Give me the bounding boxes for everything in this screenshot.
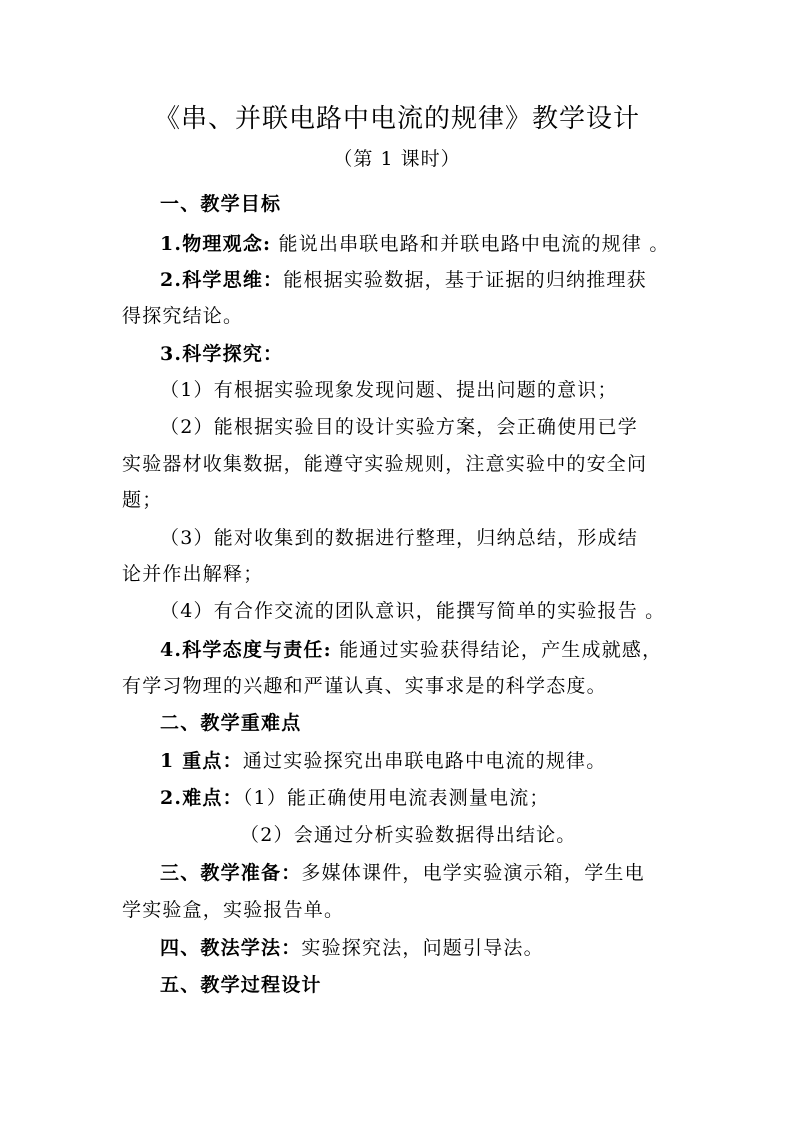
inquiry-point-3-continued: 论并作出解释； xyxy=(122,563,264,585)
key-point xyxy=(160,750,674,772)
section-heading-methods: 四、教法学法： xyxy=(160,937,302,959)
objective-label: 1.物理观念: xyxy=(160,233,272,255)
difficulty-label: 2.难点： xyxy=(160,787,243,809)
objective-text-continued: 得探究结论。 xyxy=(122,305,244,327)
objective-text: 能通过实验获得结论，产生成就感， xyxy=(331,639,663,661)
objective-item-2 xyxy=(160,269,674,291)
difficulty-text-1: （1）能正确使用电流表测量电流； xyxy=(242,787,550,809)
section-heading-process: 五、教学过程设计 xyxy=(160,974,322,996)
objective-label: 2.科学思维： xyxy=(160,269,284,291)
difficulty-text-2: （2）会通过分析实验数据得出结论。 xyxy=(240,824,577,846)
inquiry-point-2-end: 题； xyxy=(122,489,163,511)
inquiry-point-2: （2）能根据实验目的设计实验方案，会正确使用已学 xyxy=(160,416,638,438)
inquiry-point-4: （4）有合作交流的团队意识，能撰写简单的实验报告 。 xyxy=(160,600,666,622)
objective-text-continued: 有学习物理的兴趣和严谨认真、实事求是的科学态度。 xyxy=(122,675,607,697)
difficulty-point xyxy=(160,787,674,809)
key-point-label: 1 重点： xyxy=(160,750,243,772)
objective-item-3: 3.科学探究： xyxy=(160,343,284,365)
section-heading-key-points: 二、教学重难点 xyxy=(160,712,302,734)
preparation-text: 多媒体课件，电学实验演示箱，学生电 xyxy=(301,862,645,884)
section-preparation xyxy=(160,862,674,884)
methods-text: 实验探究法，问题引导法。 xyxy=(301,937,544,959)
objective-text: 能说出串联电路和并联电路中电流的规律 。 xyxy=(271,233,670,255)
objective-item-1 xyxy=(160,233,674,255)
objective-text: 能根据实验数据，基于证据的归纳推理获 xyxy=(283,269,647,291)
inquiry-point-3: （3）能对收集到的数据进行整理，归纳总结，形成结 xyxy=(160,527,638,549)
inquiry-point-1: （1）有根据实验现象发现问题、提出问题的意识； xyxy=(160,379,618,401)
objective-item-4 xyxy=(160,639,674,661)
section-heading-preparation: 三、教学准备： xyxy=(160,862,302,884)
section-methods xyxy=(160,937,674,959)
objective-label: 4.科学态度与责任: xyxy=(160,639,332,661)
document-title: 《串、并联电路中电流的规律》教学设计 xyxy=(153,104,640,134)
preparation-text-continued: 学实验盒，实验报告单。 xyxy=(122,899,345,921)
document-subtitle: （第 1 课时） xyxy=(333,148,461,170)
inquiry-point-2-continued: 实验器材收集数据，能遵守实验规则，注意实验中的安全问 xyxy=(122,453,648,475)
section-heading-objectives: 一、教学目标 xyxy=(160,193,282,215)
key-point-text: 通过实验探究出串联电路中电流的规律。 xyxy=(242,750,607,772)
